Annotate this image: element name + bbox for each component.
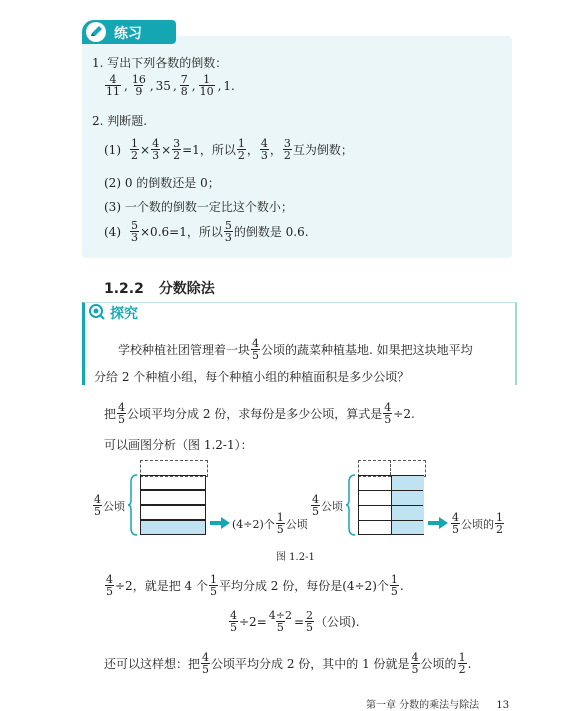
explore-text-2: 分给 2 个种植小组，每个种植小组的种植面积是多少公顷？ [94, 370, 410, 384]
fraction: $\frac{16}{9}$ [131, 73, 146, 98]
body-paragraph-2: 可以画图分析（图 1.2-1）： [104, 438, 253, 452]
q2-item-1: (1) $\frac{1}{2}$ × $\frac{4}{3}$ × $\frac{3}{2}$ =1，所以 $\frac{1}{2}$ ， $\frac{4}{3}$ ， $\frac{3}{2}$ 互为倒数； [104, 137, 353, 162]
bar-stack [358, 475, 424, 535]
section-title: 分数除法 [158, 281, 215, 297]
number: 35 [155, 78, 171, 93]
body-paragraph-1: 把 $\frac{4}{5}$ 公顷平均分成 2 份，求每份是多少公顷，算式是 $\frac{4}{5}$ ÷2. [104, 401, 415, 426]
q2-item-3: (3) 一个数的倒数一定比这个数小； [104, 200, 293, 214]
left-result: (4÷2)个 $\frac{1}{5}$ 公顷 [232, 511, 308, 536]
explain-line-3: 还可以这样想：把 $\frac{4}{5}$ 公顷平均分成 2 份，其中的 1 份就是 $\frac{4}{5}$ 公顷的 $\frac{1}{2}$ . [104, 651, 472, 676]
brace-icon [128, 474, 138, 540]
figure-right [310, 458, 530, 538]
explore-label: 探究 [110, 306, 138, 322]
fraction: $\frac{1}{10}$ [199, 73, 214, 98]
explore-text-1: 学校种植社团管理着一块 $\frac{4}{5}$ 公顷的蔬菜种植基地. 如果把这块地平均 [118, 337, 473, 362]
section-heading [104, 278, 215, 298]
section-number: 1.2.2 [104, 281, 144, 297]
explain-line-1: $\frac{4}{5}$ ÷2，就是把 4 个 $\frac{1}{5}$ 平均分成 2 份，每份是(4÷2)个 $\frac{1}{5}$ . [106, 573, 404, 598]
q1-numbers: $\frac{4}{11}$ , $\frac{16}{9}$ , 35 , $\frac{7}{8}$ , $\frac{1}{10}$ , 1. [106, 73, 235, 98]
bar-row [140, 475, 206, 490]
right-result: $\frac{4}{5}$ 公顷的 $\frac{1}{2}$ [452, 511, 503, 536]
q2-item-2: (2) 0 的倒数还是 0； [104, 176, 220, 190]
magnifier-icon [88, 303, 106, 325]
pencil-icon [86, 22, 106, 42]
explain-equation: $\frac{4}{5}$ ÷2= $\frac{4\div 2}{5}$ = $\frac{2}{5}$ （公顷). [230, 609, 360, 634]
right-label: $\frac{4}{5}$ 公顷 [312, 493, 343, 518]
left-label: $\frac{4}{5}$ 公顷 [94, 493, 125, 518]
page-number: 13 [496, 700, 510, 711]
arrow-icon [210, 514, 230, 533]
brace-icon [346, 474, 356, 540]
bar-stack [140, 475, 206, 535]
bar-row [140, 505, 206, 520]
q2-item-4: (4) $\frac{5}{3}$ ×0.6=1，所以 $\frac{5}{3}$ 的倒数是 0.6. [104, 219, 309, 244]
fraction: $\frac{4}{11}$ [106, 73, 120, 98]
fraction: $\frac{7}{8}$ [180, 73, 188, 98]
bar-row [140, 490, 206, 505]
number: 1. [223, 78, 235, 93]
q1-prompt: 1. 写出下列各数的倒数： [92, 56, 228, 70]
footer [366, 696, 509, 711]
practice-tab [82, 20, 176, 44]
figure-caption: 图 1.2-1 [276, 552, 315, 563]
arrow-icon [428, 514, 448, 533]
footer-chapter: 第一章 分数的乘法与除法 [366, 700, 480, 711]
practice-title: 练习 [114, 26, 142, 42]
bar-row [140, 520, 206, 535]
q2-prompt: 2. 判断题. [92, 114, 148, 128]
